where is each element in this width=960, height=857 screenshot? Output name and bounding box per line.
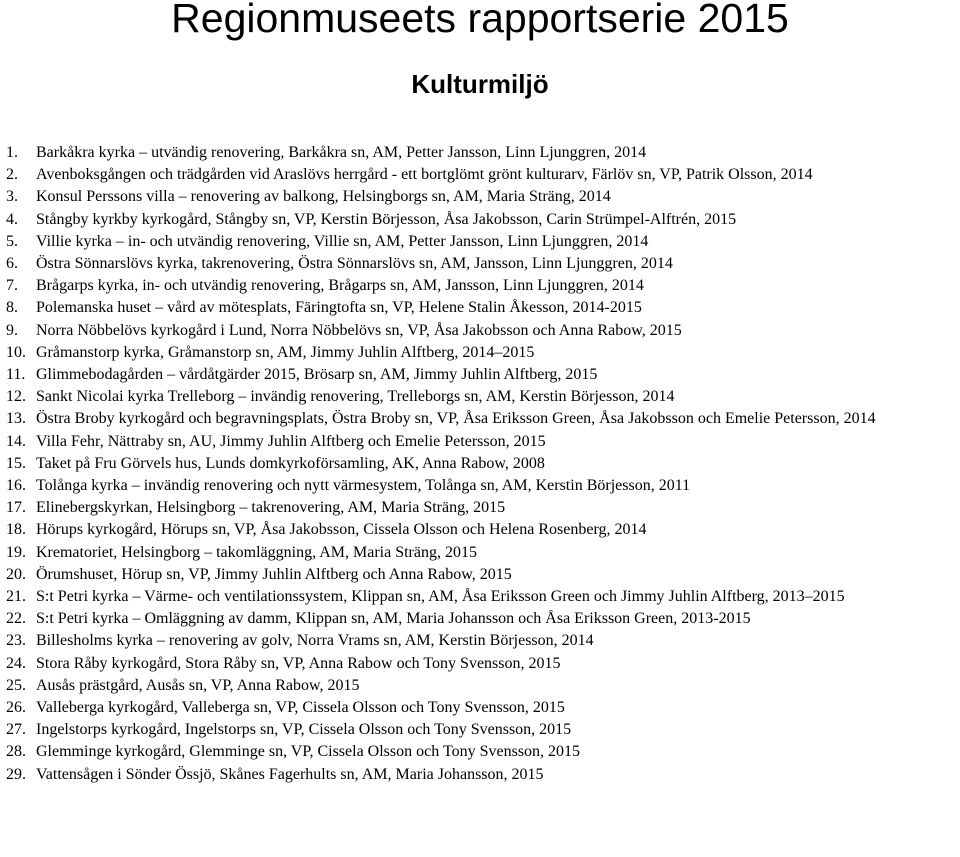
report-item [0, 253, 960, 275]
report-item-number: 2. [6, 166, 18, 184]
report-item-text: Avenboksgången och trädgården vid Araslövs herrgård - ett bortglömt grönt kulturarv, Färlöv sn, VP, Patrik Olsson, 2014 [36, 166, 813, 184]
report-item-text: Elinebergskyrkan, Helsingborg – takrenovering, AM, Maria Sträng, 2015 [36, 499, 506, 517]
report-item-text: Norra Nöbbelövs kyrkogård i Lund, Norra Nöbbelövs sn, VP, Åsa Jakobsson och Anna Rabow, 2015 [36, 321, 682, 339]
report-item-text: Tolånga kyrka – invändig renovering och nytt värmesystem, Tolånga sn, AM, Kerstin Börjesson, 2011 [36, 477, 691, 495]
report-item [0, 564, 960, 586]
report-item [0, 275, 960, 297]
report-item [0, 497, 960, 519]
section-heading: Kulturmiljö [411, 69, 549, 99]
report-item-text: Villie kyrka – in- och utvändig renovering, Villie sn, AM, Petter Jansson, Linn Ljunggren, 2014 [36, 232, 649, 250]
report-item-text: Konsul Perssons villa – renovering av balkong, Helsingborgs sn, AM, Maria Sträng, 2014 [36, 188, 611, 206]
report-item-text: Östra Broby kyrkogård och begravningsplats, Östra Broby sn, VP, Åsa Eriksson Green, Åsa Jakobsson och Emelie Petersson, 2014 [36, 410, 876, 428]
report-item-number: 18. [6, 521, 26, 539]
report-item-text: Vattensågen i Sönder Össjö, Skånes Fagerhults sn, AM, Maria Johansson, 2015 [36, 765, 544, 783]
report-item-text: Ingelstorps kyrkogård, Ingelstorps sn, VP, Cissela Olsson och Tony Svensson, 2015 [36, 721, 572, 739]
report-item-number: 12. [6, 388, 26, 406]
report-item-text: S:t Petri kyrka – Omläggning av damm, Klippan sn, AM, Maria Johansson och Åsa Eriksson Green, 2013-2015 [36, 610, 751, 628]
report-item-text: Glimmebodagården – vårdåtgärder 2015, Brösarp sn, AM, Jimmy Juhlin Alftberg, 2015 [36, 366, 598, 384]
report-item [0, 209, 960, 231]
report-item-number: 10. [6, 343, 26, 361]
report-item-number: 17. [6, 499, 26, 517]
report-item [0, 475, 960, 497]
report-item [0, 364, 960, 386]
report-item-number: 13. [6, 410, 26, 428]
report-item [0, 653, 960, 675]
page-title: Regionmuseets rapportserie 2015 [171, 0, 789, 41]
report-item-number: 3. [6, 188, 18, 206]
report-item-number: 20. [6, 565, 26, 583]
report-item-number: 26. [6, 699, 26, 717]
report-item-number: 22. [6, 610, 26, 628]
report-item-number: 1. [6, 144, 18, 161]
report-item [0, 164, 960, 186]
report-item-number: 4. [6, 210, 18, 228]
report-item-text: Brågarps kyrka, in- och utvändig renovering, Brågarps sn, AM, Jansson, Linn Ljunggren, 2014 [36, 277, 644, 295]
report-item-text: Örumshuset, Hörup sn, VP, Jimmy Juhlin Alftberg och Anna Rabow, 2015 [36, 565, 512, 583]
report-item [0, 764, 960, 786]
report-item [0, 320, 960, 342]
report-item-number: 5. [6, 232, 18, 250]
report-item [0, 408, 960, 430]
report-item-text: Ausås prästgård, Ausås sn, VP, Anna Rabow, 2015 [36, 676, 360, 694]
report-list [0, 142, 960, 786]
report-item-text: Krematoriet, Helsingborg – takomläggning, AM, Maria Sträng, 2015 [36, 543, 477, 561]
report-item-text: Hörups kyrkogård, Hörups sn, VP, Åsa Jakobsson, Cissela Olsson och Helena Rosenberg, 2014 [36, 521, 647, 539]
report-item [0, 186, 960, 208]
report-item [0, 675, 960, 697]
report-item-text: Barkåkra kyrka – utvändig renovering, Barkåkra sn, AM, Petter Jansson, Linn Ljunggren, 2014 [36, 144, 647, 161]
report-item [0, 519, 960, 541]
report-item [0, 431, 960, 453]
report-item-text: Gråmanstorp kyrka, Gråmanstorp sn, AM, Jimmy Juhlin Alftberg, 2014–2015 [36, 343, 535, 361]
report-item [0, 297, 960, 319]
report-item [0, 719, 960, 741]
report-item-number: 15. [6, 454, 26, 472]
report-item-number: 14. [6, 432, 26, 450]
report-item-text: Stora Råby kyrkogård, Stora Råby sn, VP, Anna Rabow och Tony Svensson, 2015 [36, 654, 561, 672]
report-item-number: 28. [6, 743, 26, 761]
report-item [0, 697, 960, 719]
report-item [0, 630, 960, 652]
report-item [0, 342, 960, 364]
report-item-number: 8. [6, 299, 18, 317]
report-item-text: Valleberga kyrkogård, Valleberga sn, VP, Cissela Olsson och Tony Svensson, 2015 [36, 699, 565, 717]
report-item-number: 29. [6, 765, 26, 783]
report-item-text: Billesholms kyrka – renovering av golv, Norra Vrams sn, AM, Kerstin Börjesson, 2014 [36, 632, 594, 650]
report-item-number: 7. [6, 277, 18, 295]
report-item-number: 21. [6, 588, 26, 606]
report-item-number: 23. [6, 632, 26, 650]
report-item [0, 741, 960, 763]
report-item-number: 6. [6, 255, 18, 273]
report-item-text: Östra Sönnarslövs kyrka, takrenovering, Östra Sönnarslövs sn, AM, Jansson, Linn Ljunggren, 2014 [36, 255, 673, 273]
report-item-number: 25. [6, 676, 26, 694]
report-item-text: Stångby kyrkby kyrkogård, Stångby sn, VP, Kerstin Börjesson, Åsa Jakobsson, Carin Strümpel-Alftrén, 2015 [36, 210, 737, 228]
report-item-text: Polemanska huset – vård av mötesplats, Färingtofta sn, VP, Helene Stalin Åkesson, 2014-2015 [36, 299, 642, 317]
report-item-text: Sankt Nicolai kyrka Trelleborg – invändig renovering, Trelleborgs sn, AM, Kerstin Börjesson, 2014 [36, 388, 675, 406]
report-item-number: 11. [6, 366, 26, 384]
report-item-text: Taket på Fru Görvels hus, Lunds domkyrkoförsamling, AK, Anna Rabow, 2008 [36, 454, 545, 472]
report-item [0, 586, 960, 608]
report-item-number: 24. [6, 654, 26, 672]
report-item-number: 19. [6, 543, 26, 561]
report-item-number: 27. [6, 721, 26, 739]
report-item-text: Villa Fehr, Nättraby sn, AU, Jimmy Juhlin Alftberg och Emelie Petersson, 2015 [36, 432, 546, 450]
report-item-number: 9. [6, 321, 18, 339]
report-item-text: S:t Petri kyrka – Värme- och ventilationssystem, Klippan sn, AM, Åsa Eriksson Green och Jimmy Juhlin Alftberg, 2013–2015 [36, 588, 845, 606]
report-item-number: 16. [6, 477, 26, 495]
report-item [0, 453, 960, 475]
report-item [0, 608, 960, 630]
report-item [0, 142, 960, 164]
report-item [0, 231, 960, 253]
report-item-text: Glemminge kyrkogård, Glemminge sn, VP, Cissela Olsson och Tony Svensson, 2015 [36, 743, 581, 761]
report-item [0, 386, 960, 408]
report-item [0, 542, 960, 564]
